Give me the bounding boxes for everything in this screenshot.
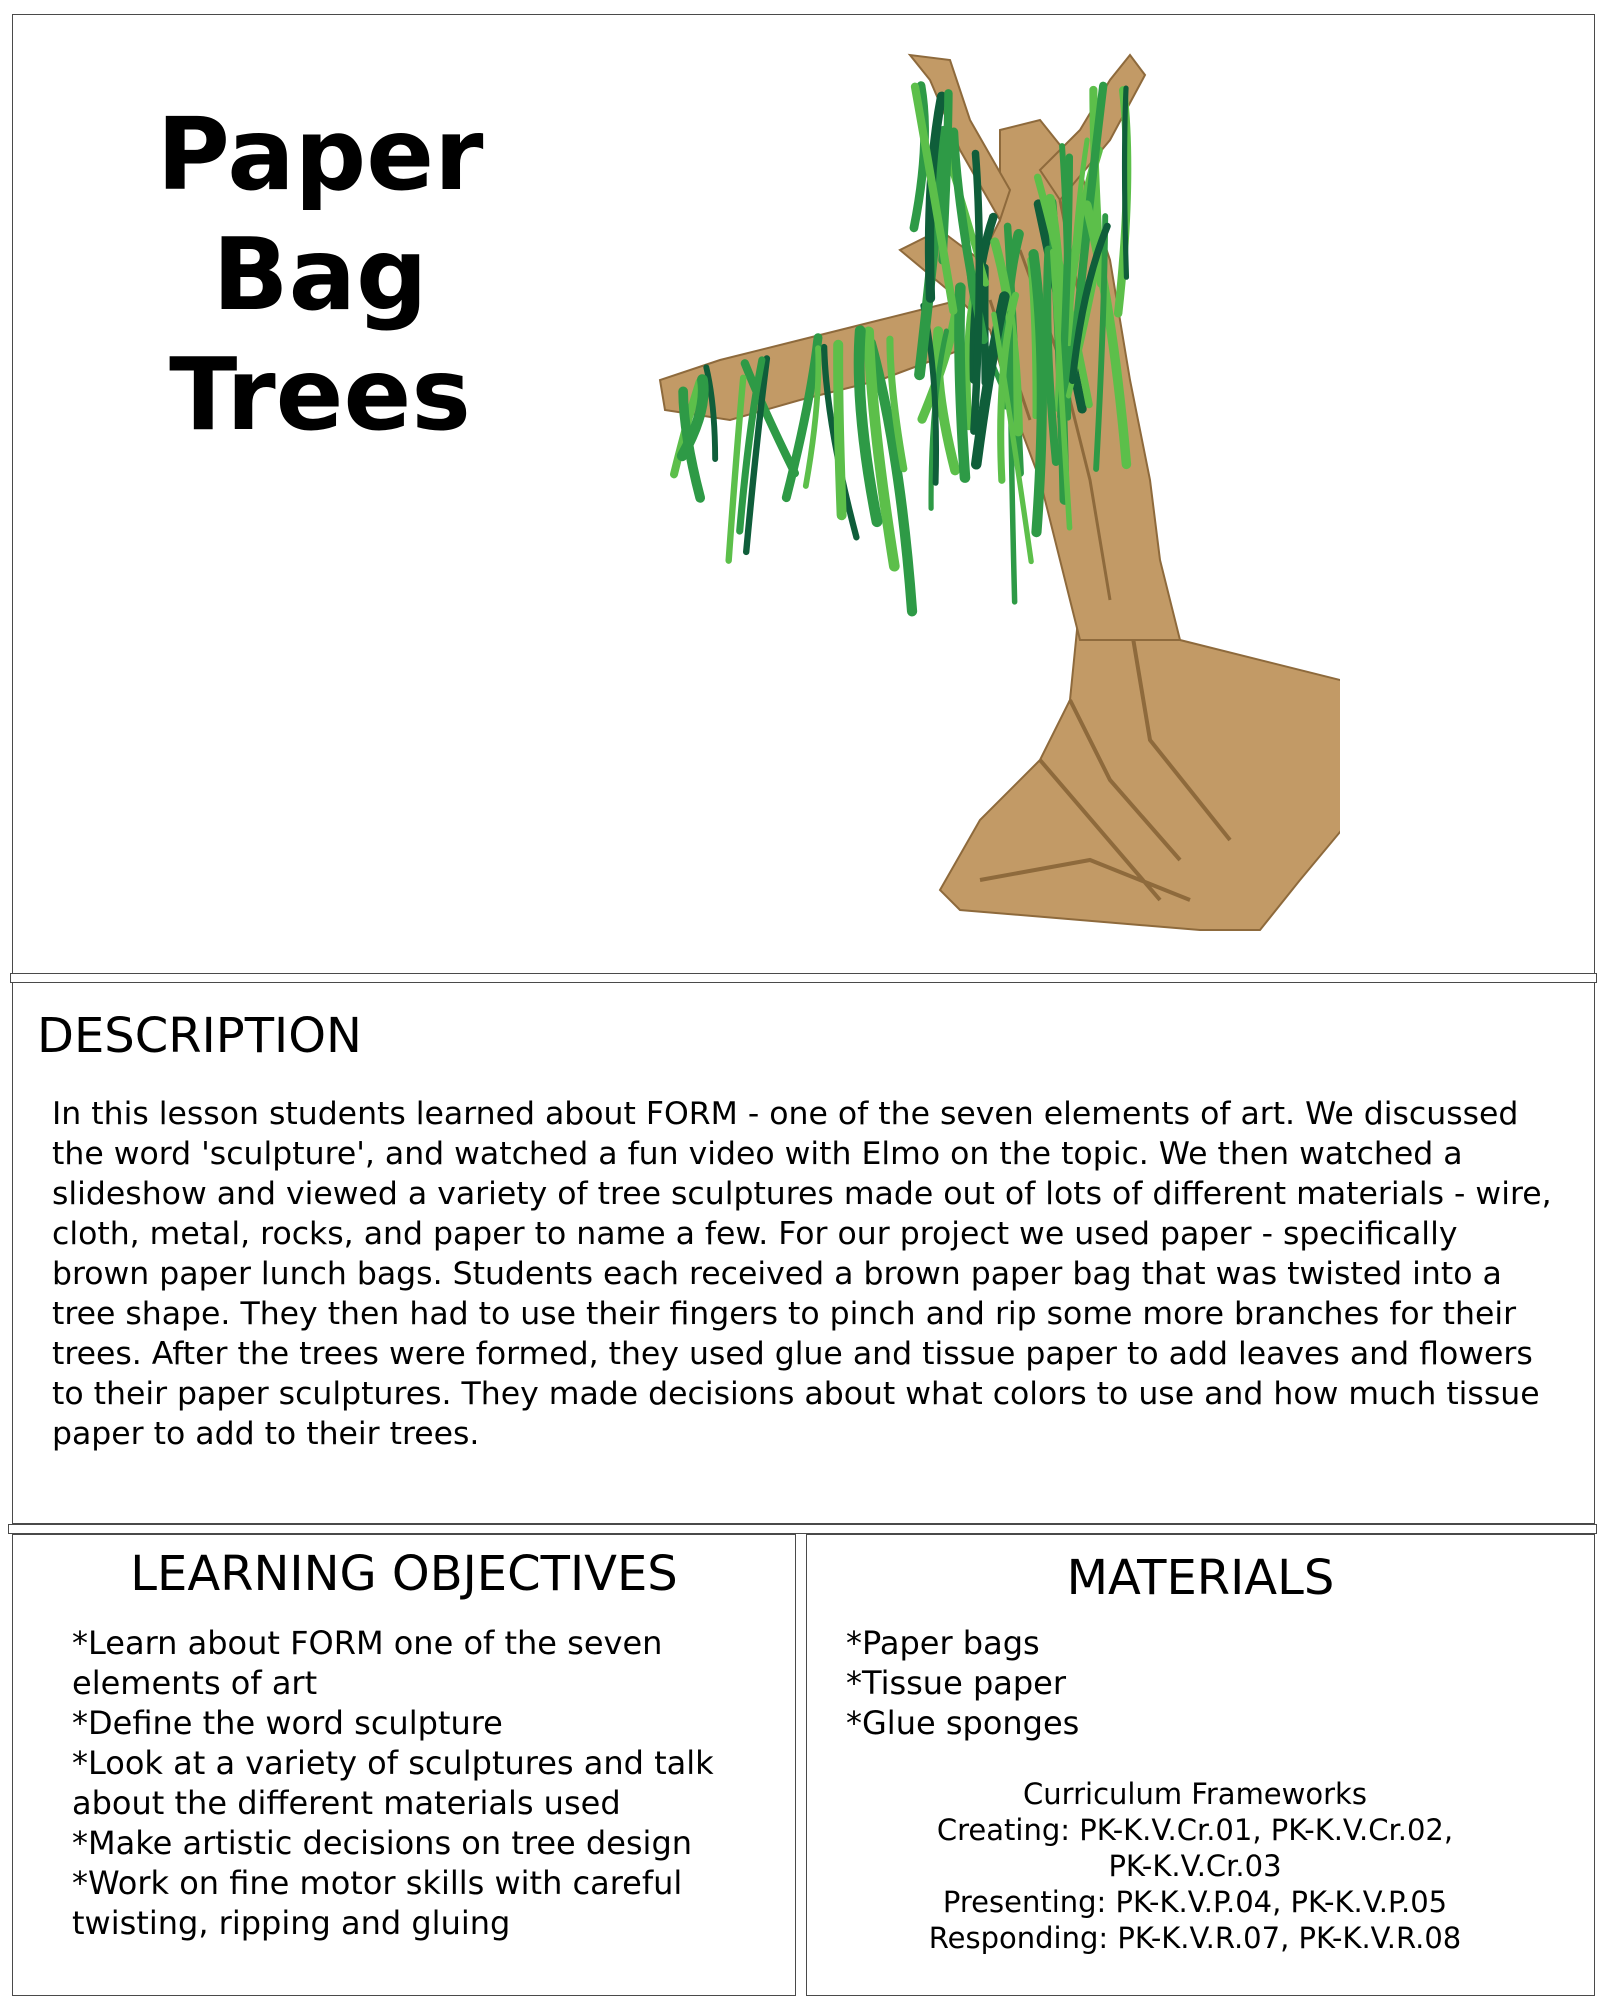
frameworks-line: Creating: PK-K.V.Cr.01, PK-K.V.Cr.02, [936,1813,1454,1847]
title-line-3: Trees [169,336,471,453]
leaf-strand [838,345,841,515]
frameworks-line: Presenting: PK-K.V.P.04, PK-K.V.P.05 [942,1885,1448,1919]
objectives-heading: LEARNING OBJECTIVES [130,1546,678,1602]
leaf-strand [959,288,964,478]
title-line-1: Paper [156,96,484,213]
objective-item: *Look at a variety of sculptures and talk about the different materials used [72,1744,714,1822]
objective-item: *Make artistic decisions on tree design [72,1824,693,1862]
objective-item: *Work on fine motor skills with careful twisting, ripping and gluing [72,1864,683,1942]
materials-heading: MATERIALS [1066,1550,1335,1606]
divider-bottom [8,1524,1597,1534]
title-line-2: Bag [212,216,428,333]
material-item: *Glue sponges [846,1704,1080,1742]
materials-list [846,1623,1546,1743]
material-item: *Tissue paper [846,1664,1067,1702]
frameworks-line: PK-K.V.Cr.03 [1108,1849,1282,1883]
frameworks-heading: Curriculum Frameworks [1023,1777,1367,1811]
leaf-strand [1125,88,1127,277]
frameworks-line: Responding: PK-K.V.R.07, PK-K.V.R.08 [928,1921,1462,1955]
description-body: In this lesson students learned about FORM - one of the seven elements of art. We discussed the word 'sculpture', and watched a fun video with Elmo on the topic. We then watched a slideshow and viewed a variety of tree sculptures made out of lots of different materials - wire, cloth, metal, rocks, and paper to name a few. For our project we used paper - specifically brown paper lunch bags. Students each received a brown paper bag that was twisted into a tree shape. They then had to use their fingers to pinch and rip some more branches for their trees. After the trees were formed, they used glue and tissue paper to add leaves and flowers to their paper sculptures. They made decisions about what colors to use and how much tissue paper to add to their trees. [52,1096,1552,1452]
tree-sculpture-photo [640,30,1340,970]
objectives-list [72,1623,772,1943]
page-title [120,95,520,455]
description-heading: DESCRIPTION [37,1008,362,1064]
material-item: *Paper bags [846,1624,1040,1662]
objective-item: *Define the word sculpture [72,1704,503,1742]
curriculum-frameworks [810,1776,1580,1956]
objective-item: *Learn about FORM one of the seven elements of art [72,1624,663,1702]
